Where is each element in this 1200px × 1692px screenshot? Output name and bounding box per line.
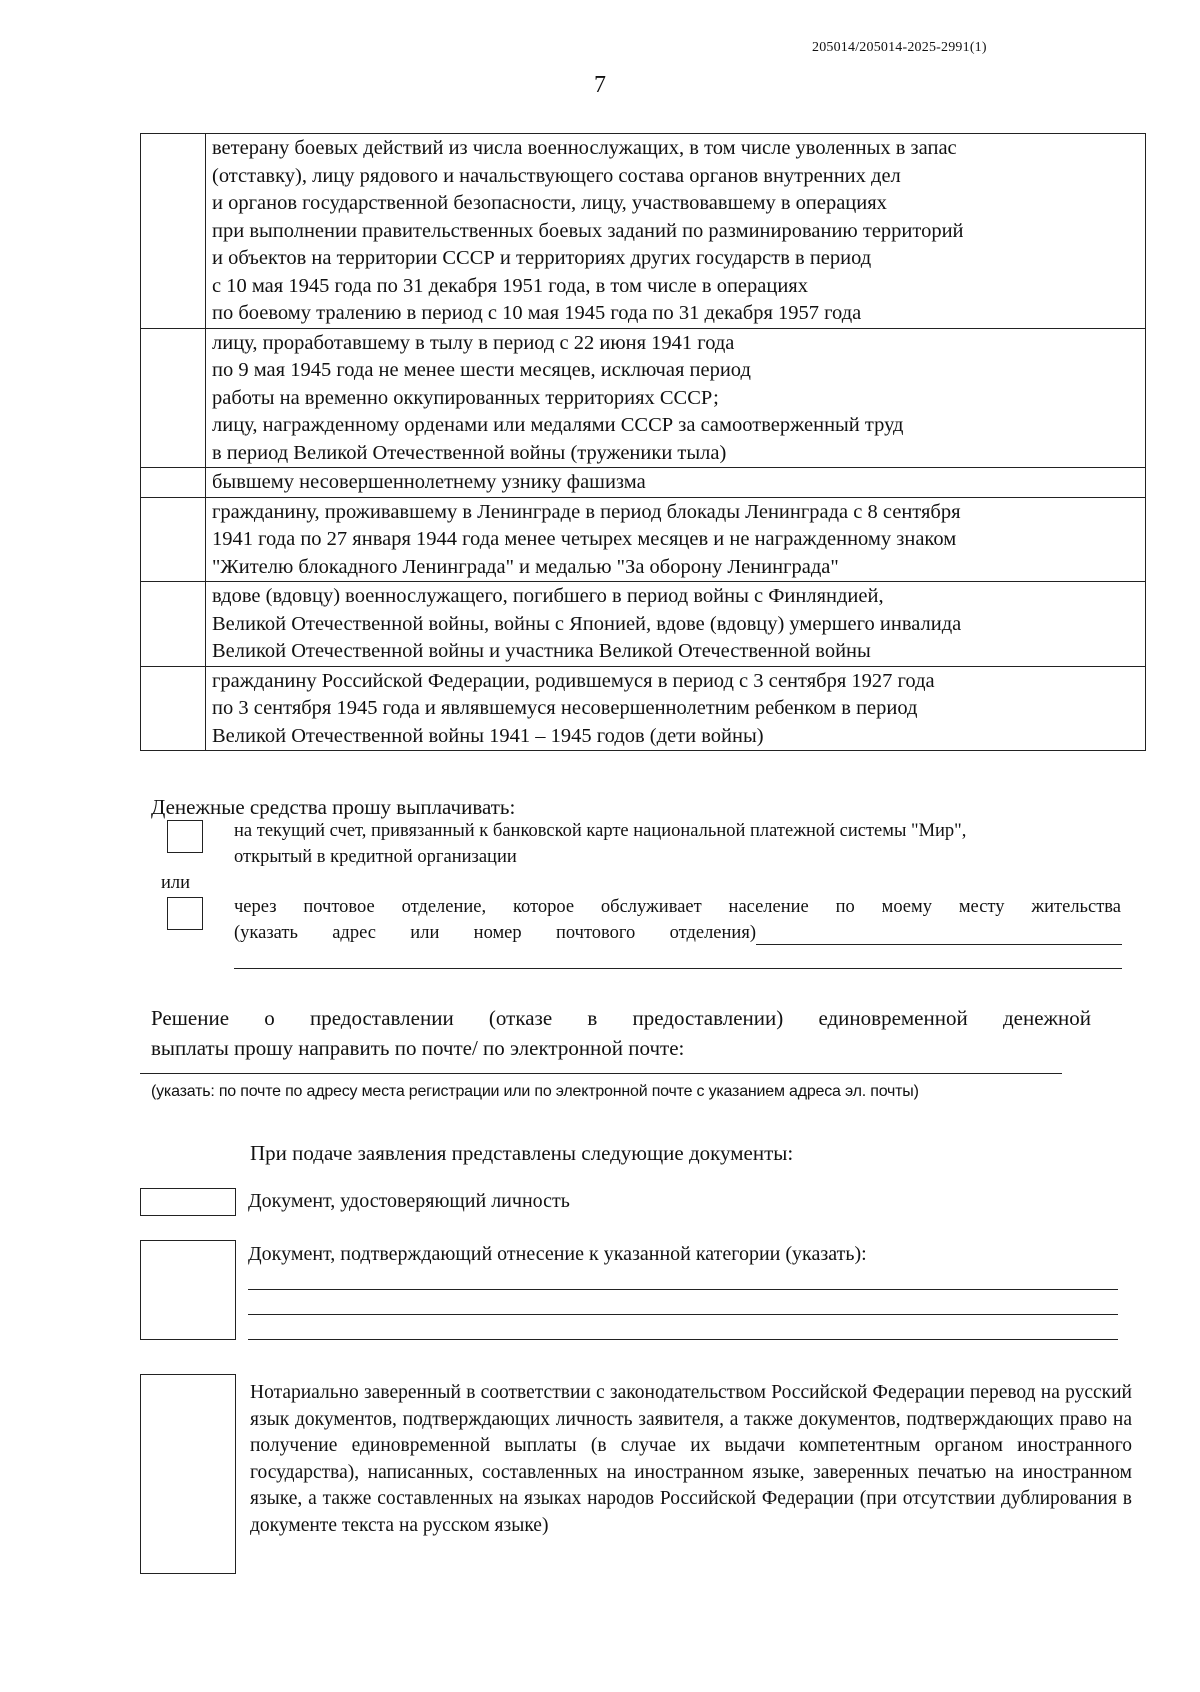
category-text: лицу, проработавшему в тылу в период с 22 июня 1941 года по 9 мая 1945 года не менее шести месяцев, исключая период работы на временно оккупированных территориях СССР; лицу, награжденному орденами или медалями СССР за самоотверженный труд в период Великой Отечественной войны (труженики тыла) xyxy=(206,328,1146,468)
category-doc-field-line2[interactable] xyxy=(248,1314,1118,1315)
decision-delivery-field[interactable] xyxy=(140,1073,1062,1074)
decision-line2: выплаты прошу направить по почте/ по электронной почте: xyxy=(151,1036,685,1060)
identity-doc-label: Документ, удостоверяющий личность xyxy=(248,1190,570,1212)
category-table xyxy=(140,133,1146,751)
table-row xyxy=(141,134,1146,329)
table-row xyxy=(141,582,1146,667)
post-address-field[interactable] xyxy=(756,944,1122,945)
card-option-line1: на текущий счет, привязанный к банковской карте национальной платежной системы "Мир", xyxy=(234,821,967,841)
category-checkbox-cell[interactable] xyxy=(141,582,206,667)
category-checkbox-cell[interactable] xyxy=(141,468,206,498)
post-option-line1: через почтовое отделение, которое обслуживает население по моему месту жительства xyxy=(234,897,1121,917)
documents-heading: При подаче заявления представлены следующие документы: xyxy=(250,1141,794,1165)
category-text: бывшему несовершеннолетнему узнику фашизма xyxy=(206,468,1146,498)
document-id: 205014/205014-2025-2991(1) xyxy=(812,40,987,55)
table-row xyxy=(141,468,1146,498)
category-doc-field-line3[interactable] xyxy=(248,1339,1118,1340)
page-number: 7 xyxy=(594,72,606,98)
category-text: ветерану боевых действий из числа военнослужащих, в том числе уволенных в запас (отставку), лицу рядового и начальствующего состава органов внутренних дел и органов государственной безопасности, лицу, участвовавшему в операциях при выполнении правительственных боевых заданий по разминированию территорий и объектов на территории СССР и территориях других государств в период с 10 мая 1945 года по 31 декабря 1951 года, в том числе в операциях по боевому тралению в период с 10 мая 1945 года по 31 декабря 1957 года xyxy=(206,134,1146,329)
category-text: вдове (вдовцу) военнослужащего, погибшего в период войны с Финляндией, Великой Отечественной войны, войны с Японией, вдове (вдовцу) умершего инвалида Великой Отечественной войны и участника Великой Отечественной войны xyxy=(206,582,1146,667)
payment-heading: Денежные средства прошу выплачивать: xyxy=(151,795,516,819)
post-office-checkbox[interactable] xyxy=(167,897,203,930)
card-account-checkbox[interactable] xyxy=(167,820,203,853)
category-checkbox-cell[interactable] xyxy=(141,497,206,582)
notary-doc-checkbox[interactable] xyxy=(140,1374,236,1574)
category-checkbox-cell[interactable] xyxy=(141,666,206,751)
category-checkbox-cell[interactable] xyxy=(141,134,206,329)
card-option-line2: открытый в кредитной организации xyxy=(234,847,517,867)
table-row xyxy=(141,328,1146,468)
decision-line1: Решение о предоставлении (отказе в предоставлении) единовременной денежной xyxy=(151,1006,1091,1030)
table-row xyxy=(141,666,1146,751)
category-doc-field-line1[interactable] xyxy=(248,1289,1118,1290)
category-text: гражданину, проживавшему в Ленинграде в период блокады Ленинграда с 8 сентября 1941 года по 27 января 1944 года менее четырех месяцев и не награжденному знаком "Жителю блокадного Ленинграда" и медалью "За оборону Ленинграда" xyxy=(206,497,1146,582)
or-label: или xyxy=(161,873,191,893)
table-row xyxy=(141,497,1146,582)
post-address-field-line2[interactable] xyxy=(234,968,1122,969)
category-doc-checkbox[interactable] xyxy=(140,1240,236,1340)
category-text: гражданину Российской Федерации, родившемуся в период с 3 сентября 1927 года по 3 сентября 1945 года и являвшемуся несовершеннолетним ребенком в период Великой Отечественной войны 1941 – 1945 годов (дети войны) xyxy=(206,666,1146,751)
post-option-line2: (указать адрес или номер почтового отделения) xyxy=(234,923,756,943)
category-doc-label: Документ, подтверждающий отнесение к указанной категории (указать): xyxy=(248,1243,867,1265)
category-checkbox-cell[interactable] xyxy=(141,328,206,468)
decision-hint: (указать: по почте по адресу места регистрации или по электронной почте с указанием адреса эл. почты) xyxy=(151,1083,919,1100)
notary-doc-label: Нотариально заверенный в соответствии с законодательством Российской Федерации перевод на русский язык документов, подтверждающих личность заявителя, а также документов, подтверждающих право на получение единовременной выплаты (в случае их выдачи компетентным органом иностранного государства), написанных, составленных на иностранном языке, заверенных печатью на иностранном языке, а также составленных на языках народов Российской Федерации (при отсутствии дублирования в документе текста на русском языке) xyxy=(250,1382,1132,1536)
identity-doc-checkbox[interactable] xyxy=(140,1188,236,1216)
